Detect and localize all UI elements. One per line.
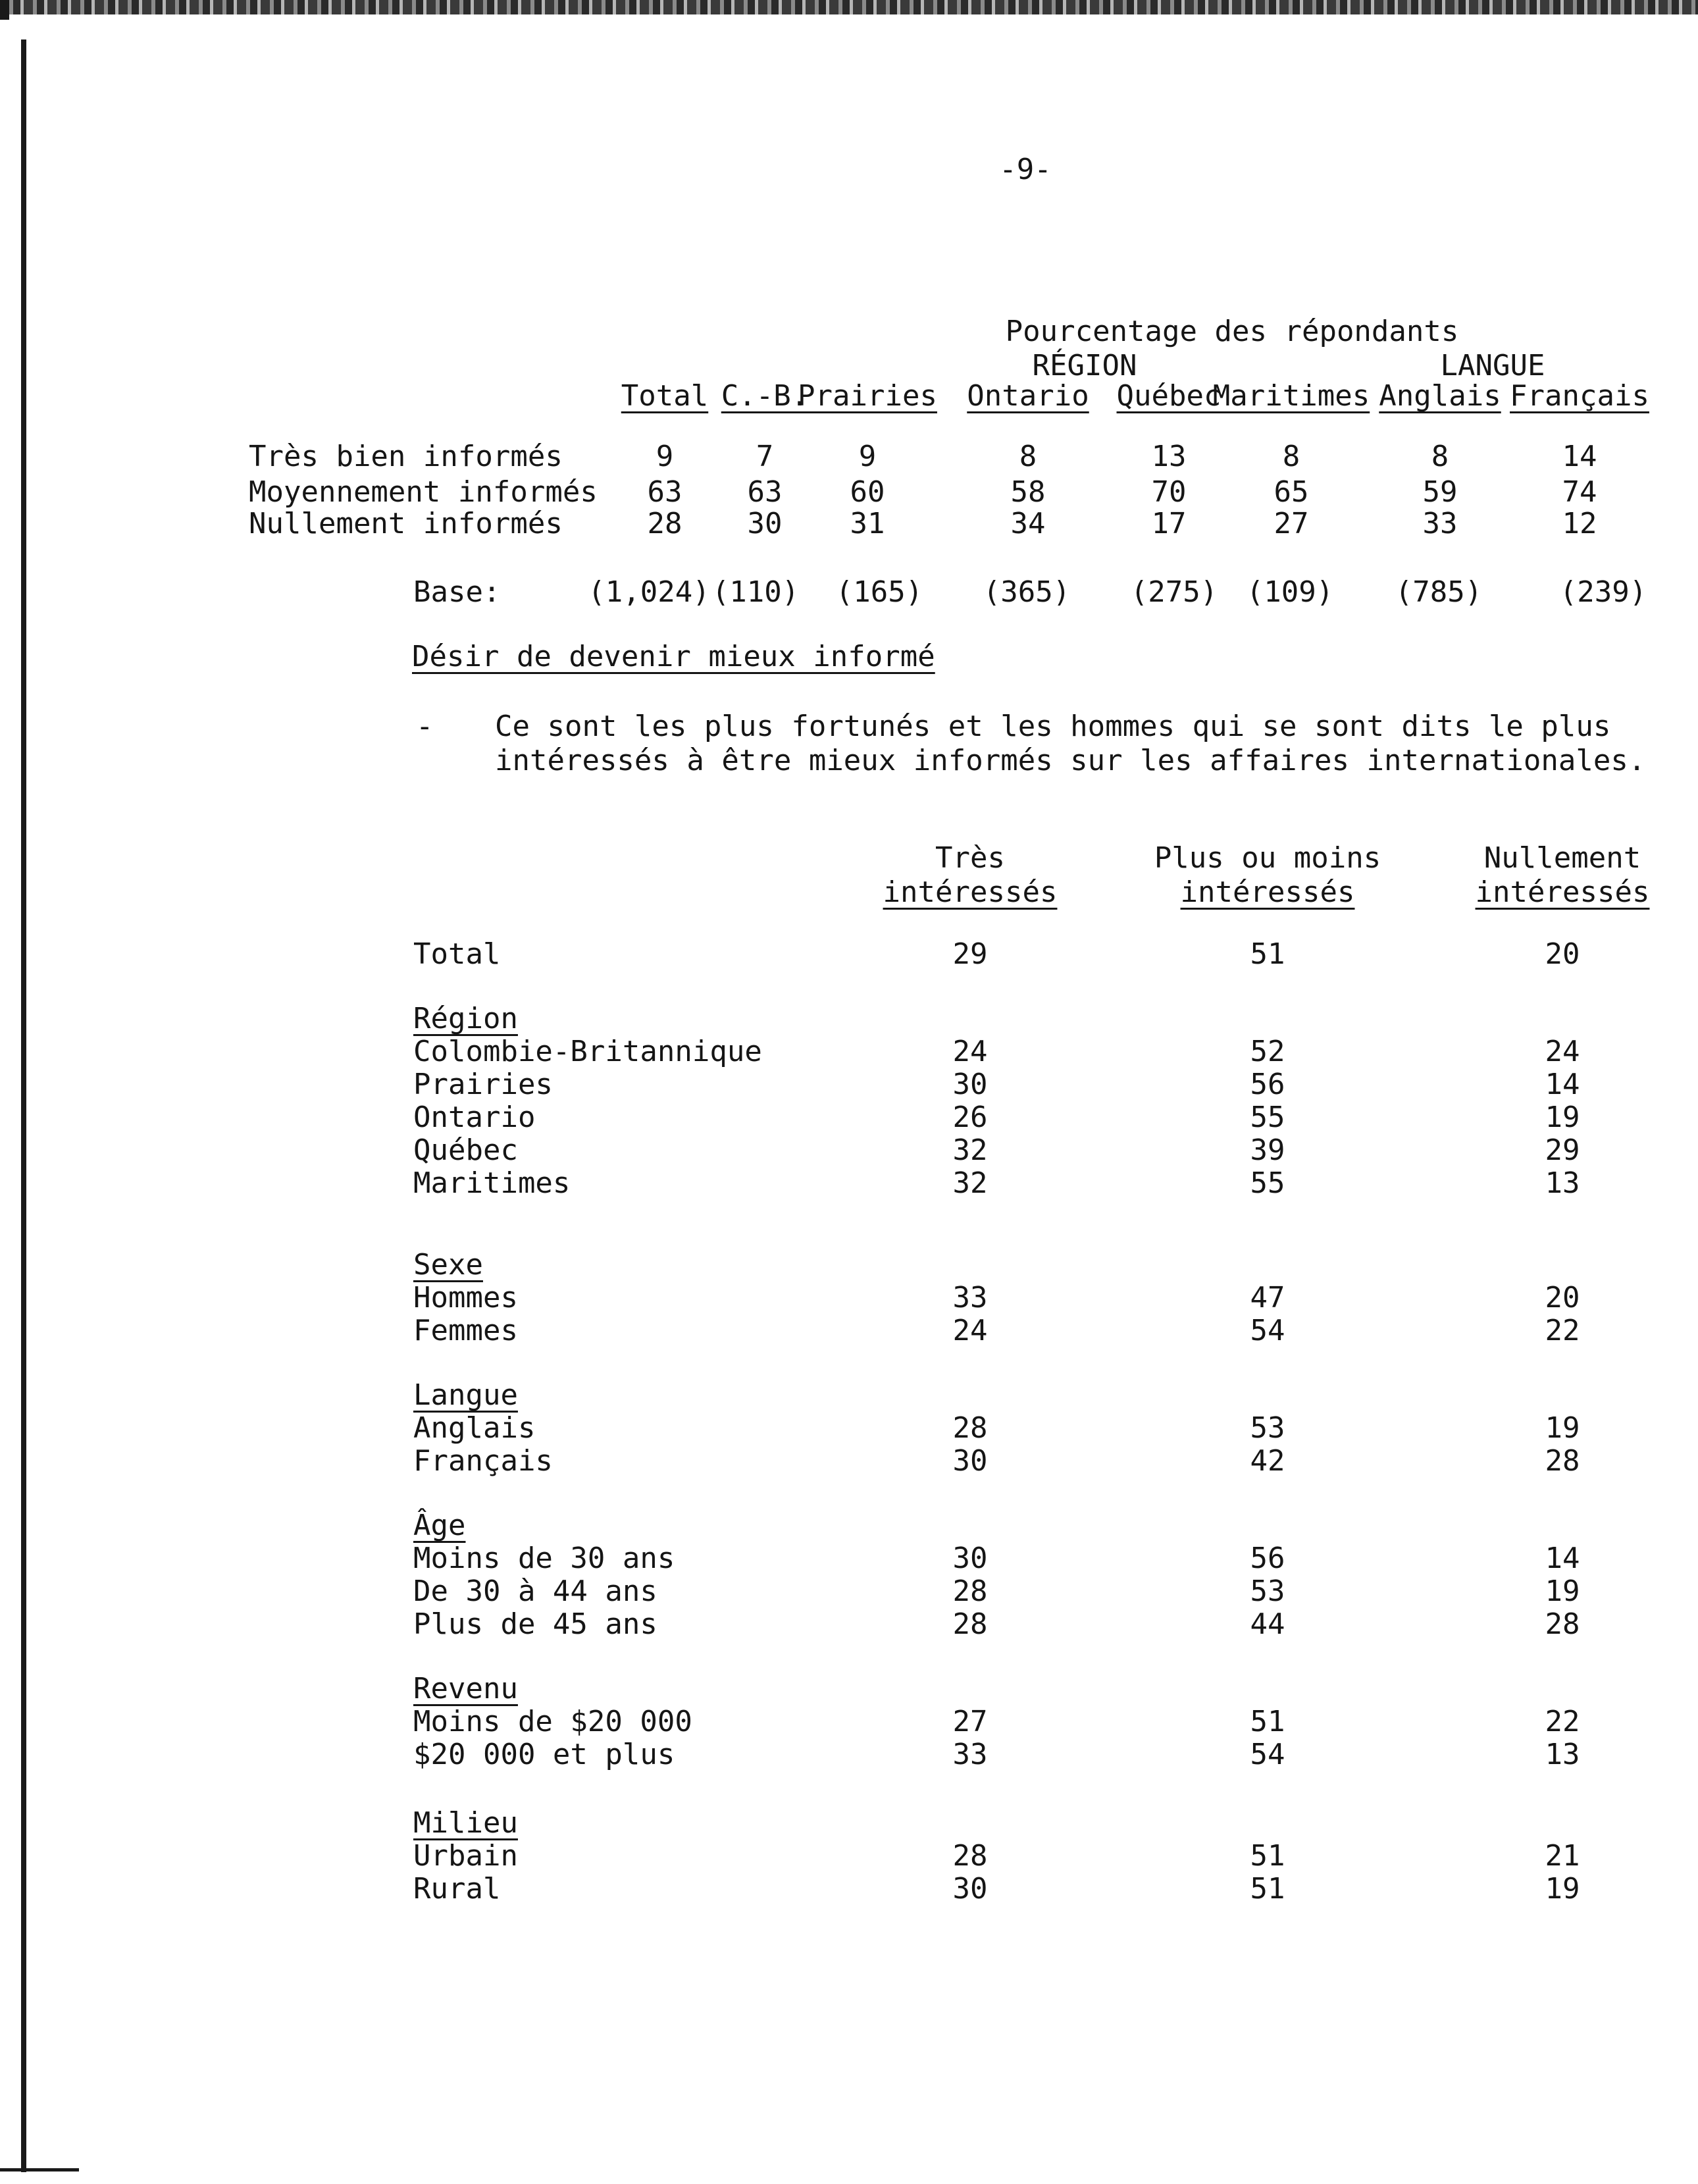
scan-corner-mark	[0, 0, 9, 20]
table2-cell: 24	[1545, 1035, 1580, 1068]
table2-row-label: De 30 à 44 ans	[413, 1574, 657, 1608]
table2-total-value: 51	[1250, 937, 1285, 971]
table2-row-label: Rural	[413, 1872, 501, 1906]
table2-cell: 30	[952, 1872, 988, 1906]
table2-cell: 13	[1545, 1166, 1580, 1200]
bullet-text-line2: intéressés à être mieux informés sur les affaires internationales.	[495, 744, 1646, 777]
table2-cell: 22	[1545, 1314, 1580, 1347]
table2-group-heading: Langue	[413, 1378, 518, 1412]
table1-column-header: Québec	[1116, 379, 1222, 413]
table2-total-value: 20	[1545, 937, 1580, 971]
table1-base-value: (110)	[711, 575, 800, 609]
table1-group-region: RÉGION	[1032, 349, 1137, 382]
table2-total-label: Total	[413, 937, 501, 971]
table1-column-header: Total	[621, 379, 709, 413]
table1-column-header: Prairies	[798, 379, 937, 413]
table2-cell: 30	[952, 1542, 988, 1575]
table2-row-label: Maritimes	[413, 1166, 571, 1200]
table2-cell: 26	[952, 1101, 988, 1134]
table2-cell: 21	[1545, 1839, 1580, 1873]
table1-cell: 8	[1431, 440, 1449, 473]
table1-base-value: (275)	[1130, 575, 1218, 609]
table2-cell: 39	[1250, 1133, 1285, 1167]
table1-cell: 65	[1274, 475, 1309, 509]
table1-cell: 8	[1019, 440, 1037, 473]
table1-cell: 31	[850, 507, 885, 540]
section-heading: Désir de devenir mieux informé	[412, 640, 935, 673]
table1-cell: 60	[850, 475, 885, 509]
table2-cell: 33	[952, 1738, 988, 1771]
scan-bottom-mark	[0, 2168, 79, 2171]
table2-cell: 42	[1250, 1444, 1285, 1478]
table2-cell: 54	[1250, 1314, 1285, 1347]
table1-cell: 27	[1274, 507, 1309, 540]
table2-group-heading: Revenu	[413, 1672, 518, 1705]
table1-row-label: Moyennement informés	[249, 475, 598, 509]
table2-row-label: Urbain	[413, 1839, 518, 1873]
table2-cell: 19	[1545, 1574, 1580, 1608]
table2-group-heading: Âge	[413, 1509, 466, 1542]
table2-row-label: Français	[413, 1444, 553, 1478]
table1-row-label: Très bien informés	[249, 440, 563, 473]
table2-cell: 13	[1545, 1738, 1580, 1771]
scan-left-border	[21, 39, 26, 2172]
table2-cell: 30	[952, 1444, 988, 1478]
bullet-dash: -	[416, 710, 434, 743]
table2-cell: 28	[952, 1411, 988, 1445]
table1-cell: 28	[647, 507, 682, 540]
table1-cell: 30	[747, 507, 783, 540]
table2-header-line2: intéressés	[1180, 875, 1355, 909]
table2-row-label: Québec	[413, 1133, 518, 1167]
table1-base-value: (365)	[983, 575, 1071, 609]
table1-column-header: C.-B.	[721, 379, 809, 413]
table1-base-value: (239)	[1559, 575, 1647, 609]
table2-cell: 55	[1250, 1101, 1285, 1134]
table2-row-label: $20 000 et plus	[413, 1738, 675, 1771]
table2-cell: 14	[1545, 1542, 1580, 1575]
table2-cell: 55	[1250, 1166, 1285, 1200]
bullet-text-line1: Ce sont les plus fortunés et les hommes qui se sont dits le plus	[495, 710, 1611, 743]
table1-cell: 63	[647, 475, 682, 509]
table2-cell: 30	[952, 1068, 988, 1101]
table2-cell: 47	[1250, 1281, 1285, 1314]
table1-cell: 63	[747, 475, 783, 509]
table2-row-label: Hommes	[413, 1281, 518, 1314]
table2-cell: 32	[952, 1166, 988, 1200]
table1-cell: 34	[1010, 507, 1046, 540]
table1-cell: 12	[1562, 507, 1597, 540]
table1-cell: 74	[1562, 475, 1597, 509]
table2-row-label: Femmes	[413, 1314, 518, 1347]
table2-cell: 33	[952, 1281, 988, 1314]
table1-column-header: Français	[1510, 379, 1649, 413]
table2-cell: 22	[1545, 1705, 1580, 1738]
table2-cell: 27	[952, 1705, 988, 1738]
table1-base-value: (785)	[1395, 575, 1483, 609]
table2-header-line2: intéressés	[1475, 875, 1650, 909]
table2-group-heading: Milieu	[413, 1806, 518, 1840]
table2-cell: 51	[1250, 1872, 1285, 1906]
table1-group-langue: LANGUE	[1440, 349, 1545, 382]
table2-cell: 24	[952, 1035, 988, 1068]
table1-column-header: Ontario	[967, 379, 1089, 413]
table2-group-heading: Sexe	[413, 1248, 483, 1282]
table1-cell: 17	[1151, 507, 1187, 540]
table2-header-line1: Nullement	[1483, 841, 1641, 875]
page-number: -9-	[999, 153, 1052, 186]
table2-cell: 56	[1250, 1068, 1285, 1101]
table2-row-label: Ontario	[413, 1101, 536, 1134]
table1-cell: 8	[1282, 440, 1300, 473]
table1-cell: 9	[656, 440, 674, 473]
table1-title: Pourcentage des répondants	[1005, 315, 1459, 348]
table1-column-header: Anglais	[1379, 379, 1501, 413]
table1-base-value: (1,024)	[588, 575, 710, 609]
table2-row-label: Prairies	[413, 1068, 553, 1101]
table1-base-label: Base:	[413, 575, 501, 609]
table2-header-line1: Très	[935, 841, 1005, 875]
table1-cell: 58	[1010, 475, 1046, 509]
table1-cell: 9	[858, 440, 877, 473]
table2-cell: 19	[1545, 1872, 1580, 1906]
table2-row-label: Moins de 30 ans	[413, 1542, 675, 1575]
table2-cell: 52	[1250, 1035, 1285, 1068]
table1-column-header: Maritimes	[1212, 379, 1370, 413]
table2-cell: 54	[1250, 1738, 1285, 1771]
table2-cell: 44	[1250, 1607, 1285, 1641]
table2-cell: 53	[1250, 1411, 1285, 1445]
table2-group-heading: Région	[413, 1002, 518, 1035]
table2-cell: 24	[952, 1314, 988, 1347]
table2-row-label: Anglais	[413, 1411, 536, 1445]
table1-cell: 13	[1151, 440, 1187, 473]
table2-cell: 20	[1545, 1281, 1580, 1314]
table2-row-label: Moins de $20 000	[413, 1705, 692, 1738]
table1-cell: 14	[1562, 440, 1597, 473]
table1-cell: 70	[1151, 475, 1187, 509]
table2-cell: 53	[1250, 1574, 1285, 1608]
table2-cell: 28	[1545, 1444, 1580, 1478]
table2-total-value: 29	[952, 937, 988, 971]
table2-cell: 28	[952, 1607, 988, 1641]
table2-cell: 28	[952, 1839, 988, 1873]
table1-base-value: (109)	[1246, 575, 1334, 609]
table2-cell: 19	[1545, 1411, 1580, 1445]
table2-cell: 14	[1545, 1068, 1580, 1101]
table1-cell: 7	[756, 440, 774, 473]
table1-cell: 59	[1422, 475, 1458, 509]
table2-cell: 28	[952, 1574, 988, 1608]
table2-cell: 56	[1250, 1542, 1285, 1575]
table2-row-label: Plus de 45 ans	[413, 1607, 657, 1641]
table2-header-line1: Plus ou moins	[1154, 841, 1381, 875]
table2-cell: 19	[1545, 1101, 1580, 1134]
scan-top-border	[0, 0, 1698, 14]
table2-cell: 29	[1545, 1133, 1580, 1167]
table2-row-label: Colombie-Britannique	[413, 1035, 762, 1068]
table1-row-label: Nullement informés	[249, 507, 563, 540]
table2-cell: 28	[1545, 1607, 1580, 1641]
table1-cell: 33	[1422, 507, 1458, 540]
table2-header-line2: intéressés	[883, 875, 1058, 909]
table1-base-value: (165)	[835, 575, 923, 609]
table2-cell: 51	[1250, 1705, 1285, 1738]
table2-cell: 32	[952, 1133, 988, 1167]
table2-cell: 51	[1250, 1839, 1285, 1873]
